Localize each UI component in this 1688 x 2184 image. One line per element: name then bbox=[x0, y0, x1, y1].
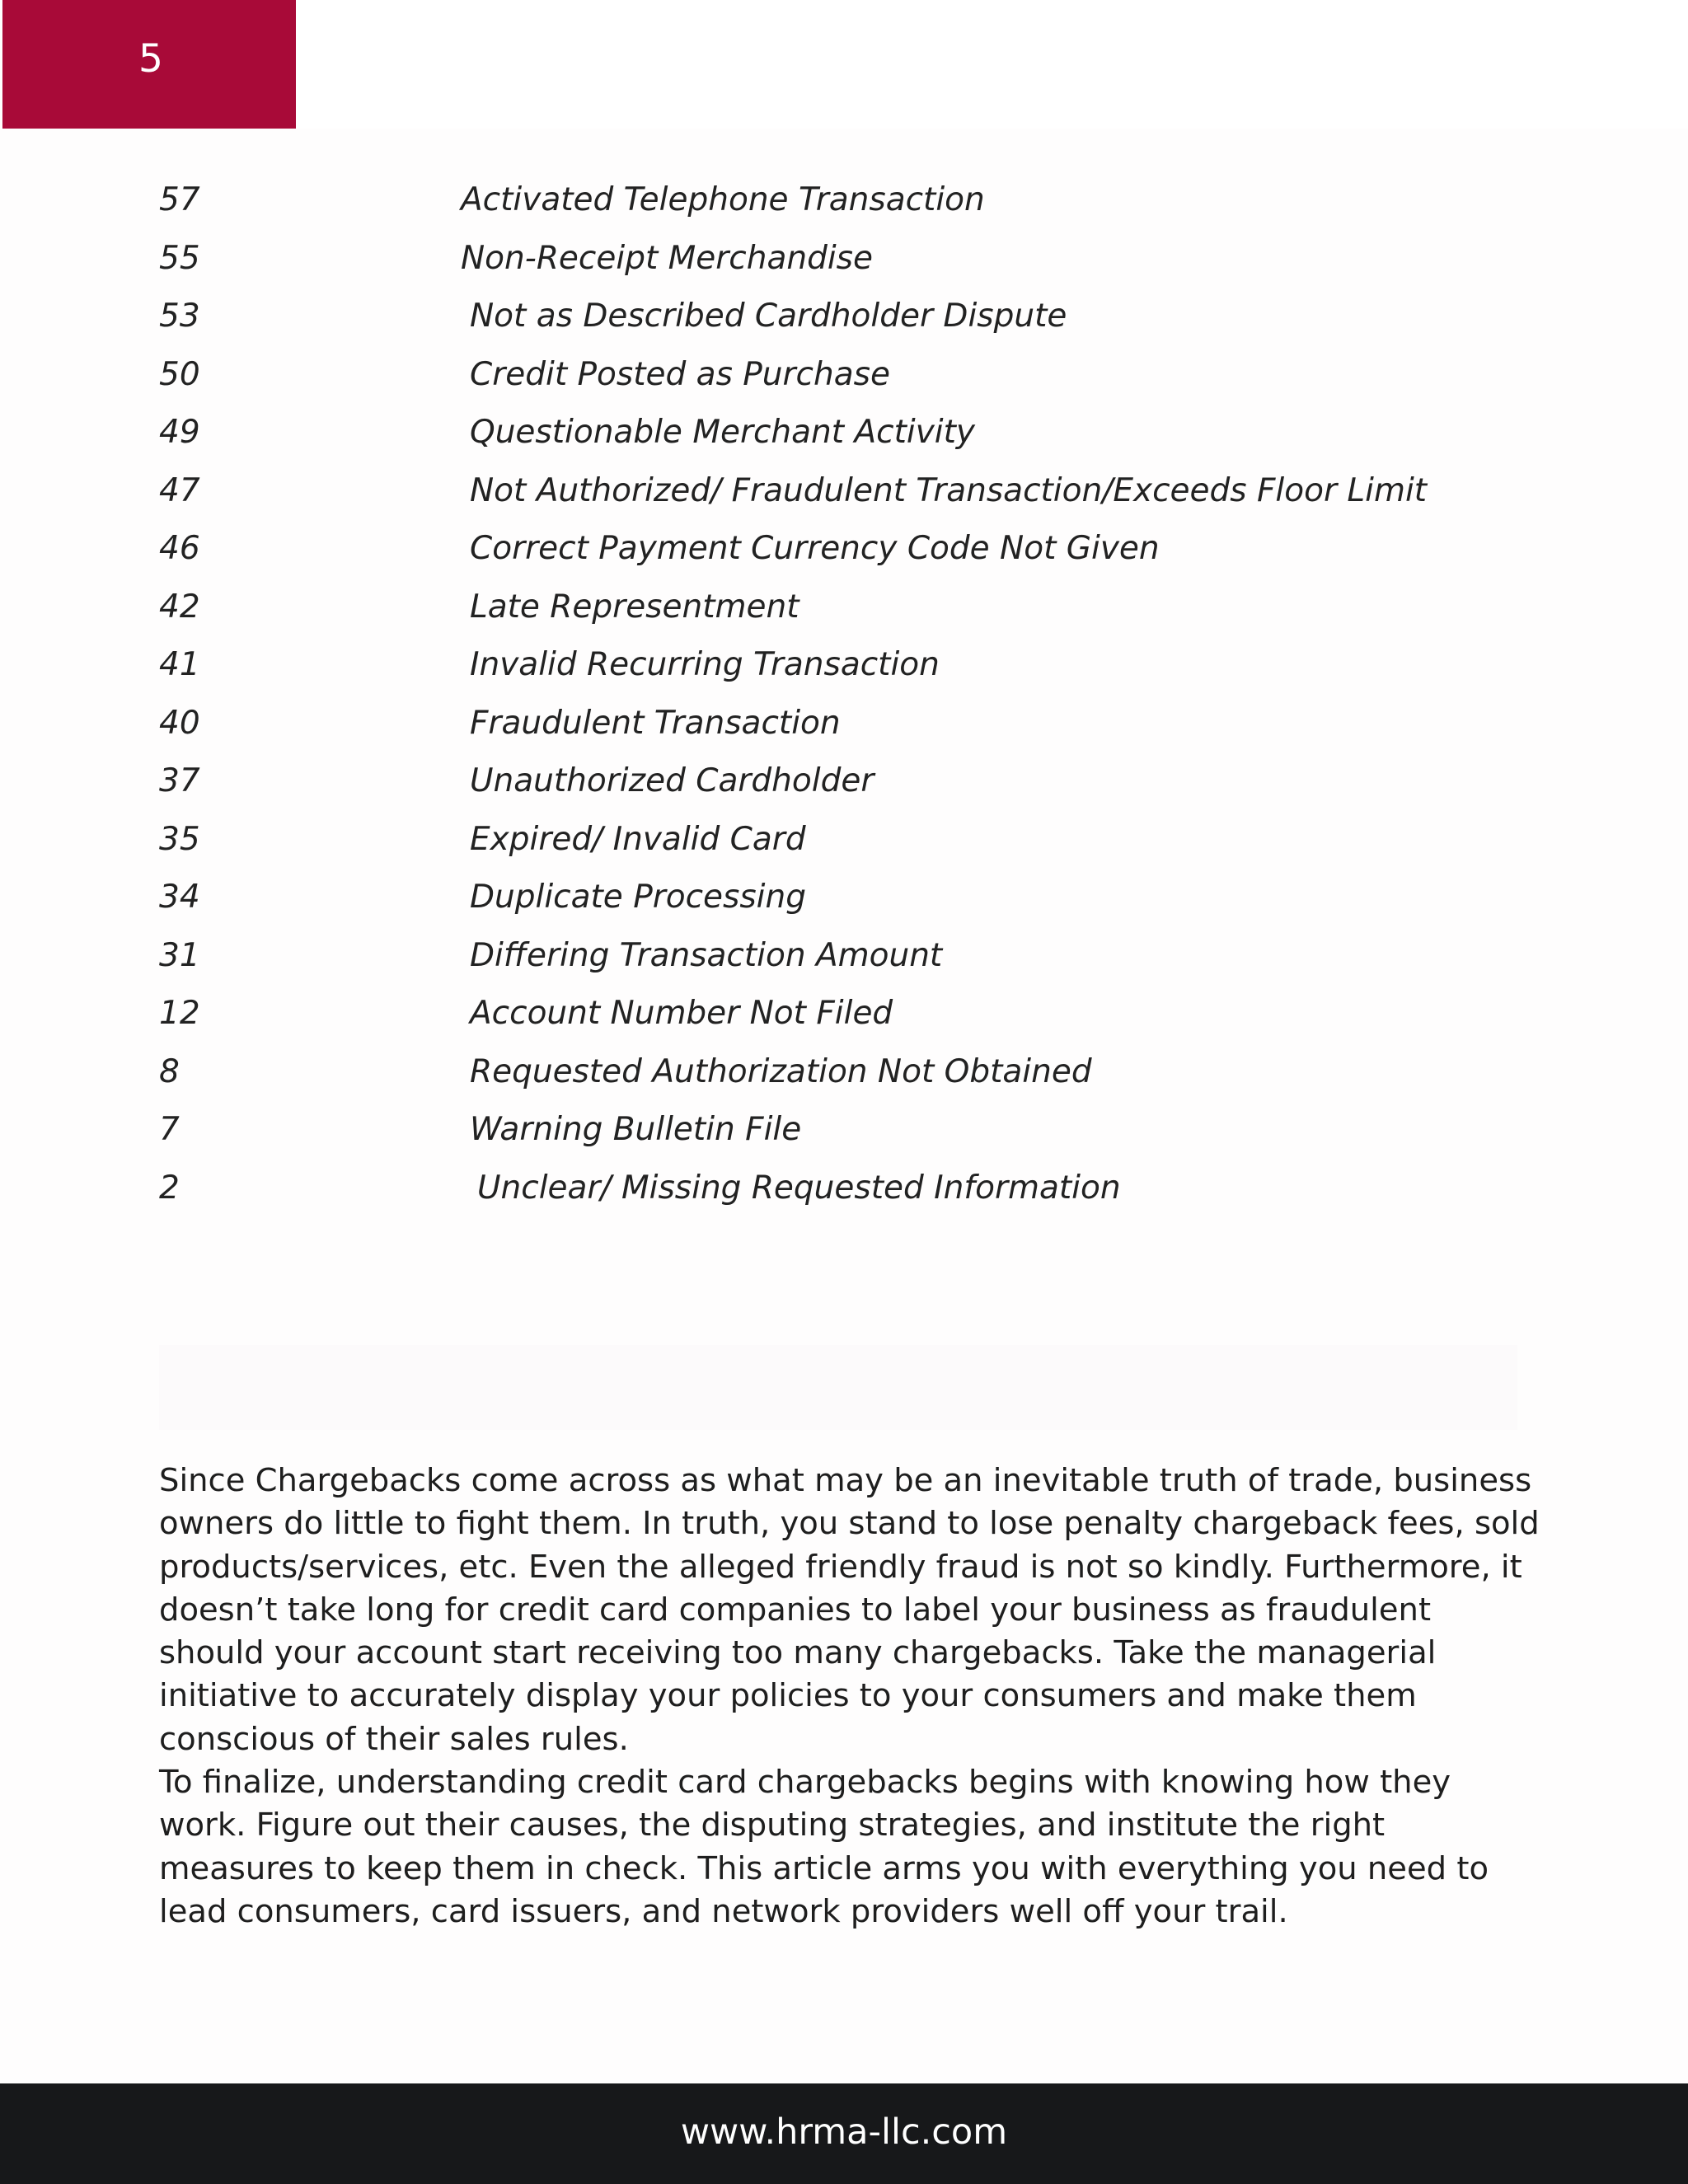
list-item bbox=[159, 520, 1519, 579]
reason-code: 34 bbox=[159, 879, 200, 916]
reason-code: 50 bbox=[159, 355, 200, 393]
reason-description: Unauthorized Cardholder bbox=[470, 762, 874, 799]
reason-description: Warning Bulletin File bbox=[470, 1111, 802, 1148]
reason-code: 35 bbox=[159, 820, 200, 858]
list-item bbox=[159, 695, 1519, 753]
conclusion-text bbox=[159, 1460, 1544, 1933]
reason-code: 37 bbox=[159, 762, 200, 799]
reason-description: Differing Transaction Amount bbox=[470, 936, 943, 974]
page-number-tab bbox=[2, 0, 296, 129]
list-item bbox=[159, 811, 1519, 869]
reason-description: Account Number Not Filed bbox=[470, 995, 893, 1032]
reason-description: Activated Telephone Transaction bbox=[461, 181, 985, 218]
list-item bbox=[159, 1101, 1519, 1160]
reason-description: Non-Receipt Merchandise bbox=[461, 239, 873, 277]
list-item bbox=[159, 579, 1519, 637]
reason-code: 8 bbox=[159, 1052, 180, 1090]
reason-description: Correct Payment Currency Code Not Given bbox=[470, 530, 1160, 567]
footer-bar bbox=[0, 2083, 1688, 2184]
reason-code: 2 bbox=[159, 1169, 180, 1207]
list-item bbox=[159, 346, 1519, 405]
reason-codes-list bbox=[159, 171, 1519, 1217]
reason-description: Unclear/ Missing Requested Information bbox=[477, 1169, 1121, 1207]
list-item bbox=[159, 230, 1519, 288]
reason-code: 42 bbox=[159, 588, 200, 626]
list-item bbox=[159, 288, 1519, 346]
list-item bbox=[159, 636, 1519, 695]
list-item bbox=[159, 752, 1519, 811]
footer-website-link[interactable]: www.hrma-llc.com bbox=[680, 2111, 1008, 2153]
reason-code: 47 bbox=[159, 471, 200, 509]
reason-code: 31 bbox=[159, 936, 200, 974]
reason-code: 7 bbox=[159, 1111, 180, 1148]
body-paragraph: To finalize, understanding credit card chargebacks begins with knowing how they work. Figure out their causes, the disputing strategies, and institute the right measures to keep them in check. This article arms you with everything you need to lead consumers, card issuers, and network providers well off your trail. bbox=[159, 1764, 1489, 1930]
reason-code: 40 bbox=[159, 704, 200, 742]
reason-code: 12 bbox=[159, 995, 200, 1032]
reason-description: Not as Described Cardholder Dispute bbox=[470, 298, 1067, 335]
reason-code: 46 bbox=[159, 530, 200, 567]
reason-description: Expired/ Invalid Card bbox=[470, 820, 806, 858]
list-item bbox=[159, 171, 1519, 230]
page-number: 5 bbox=[138, 36, 163, 82]
list-item bbox=[159, 404, 1519, 462]
reason-description: Fraudulent Transaction bbox=[470, 704, 841, 742]
reason-description: Credit Posted as Purchase bbox=[470, 355, 890, 393]
list-item bbox=[159, 462, 1519, 521]
reason-code: 55 bbox=[159, 239, 200, 277]
reason-code: 41 bbox=[159, 646, 200, 683]
section-divider-band bbox=[159, 1345, 1517, 1430]
list-item bbox=[159, 985, 1519, 1043]
list-item bbox=[159, 869, 1519, 927]
reason-description: Duplicate Processing bbox=[470, 879, 806, 916]
reason-code: 49 bbox=[159, 414, 200, 451]
reason-description: Not Authorized/ Fraudulent Transaction/Exceeds Floor Limit bbox=[470, 471, 1428, 509]
reason-code: 57 bbox=[159, 181, 200, 218]
reason-description: Invalid Recurring Transaction bbox=[470, 646, 940, 683]
reason-description: Questionable Merchant Activity bbox=[470, 414, 975, 451]
reason-description: Requested Authorization Not Obtained bbox=[470, 1052, 1092, 1090]
reason-code: 53 bbox=[159, 298, 200, 335]
body-paragraph: Since Chargebacks come across as what may be an inevitable truth of trade, business owners do little to fight them. In truth, you stand to lose penalty chargeback fees, sold products/services, etc. Even the alleged friendly fraud is not so kindly. Furthermore, it doesn’t take long for credit card companies to label your business as fraudulent should your account start receiving too many chargebacks. Take the managerial initiative to accurately display your policies to your consumers and make them conscious of their sales rules. bbox=[159, 1462, 1540, 1758]
list-item bbox=[159, 927, 1519, 986]
reason-description: Late Representment bbox=[470, 588, 799, 626]
list-item bbox=[159, 1160, 1519, 1218]
list-item bbox=[159, 1043, 1519, 1102]
